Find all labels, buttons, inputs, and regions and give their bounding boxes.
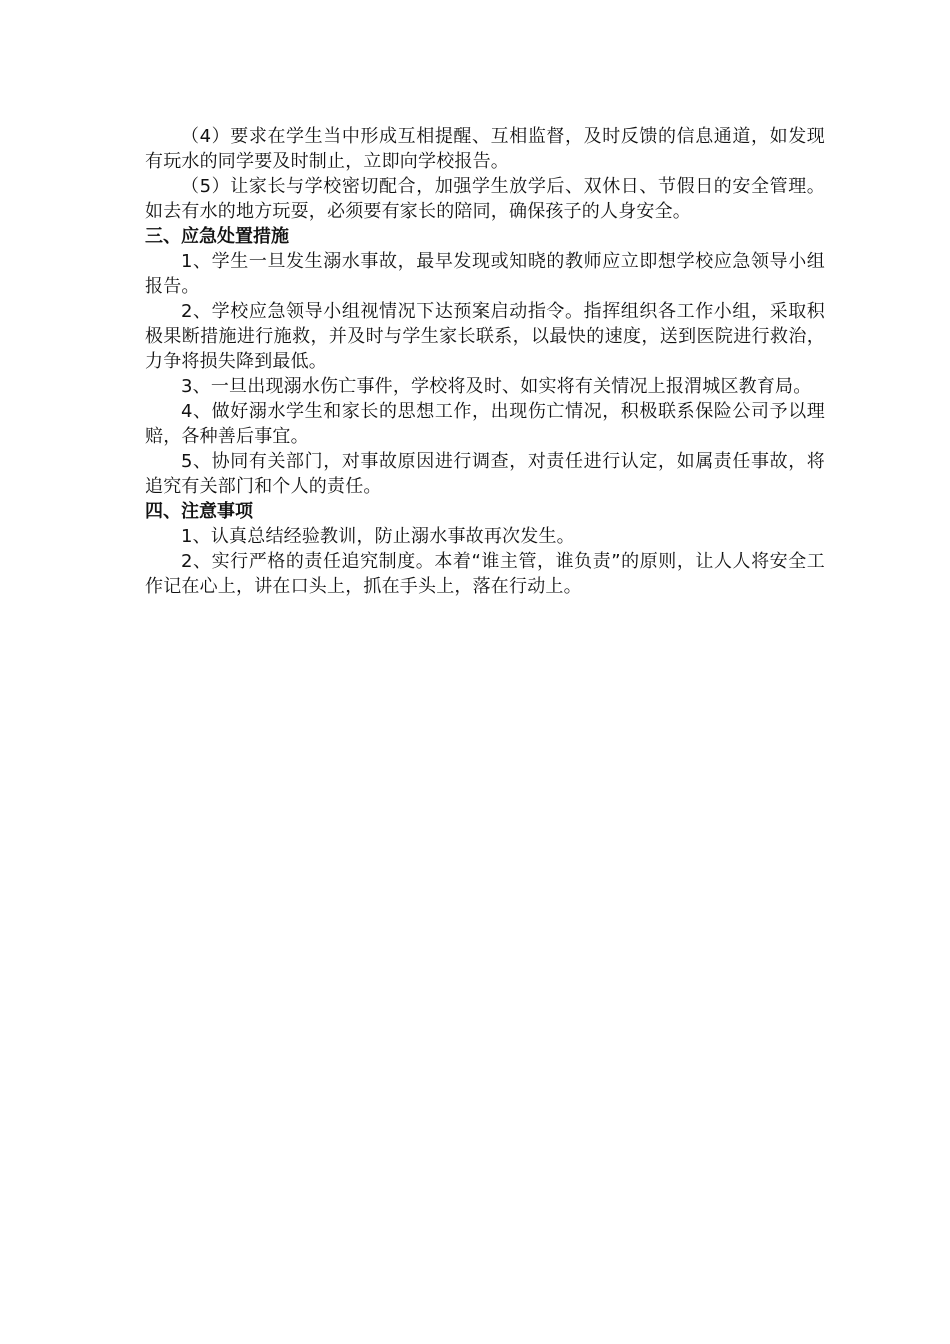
emergency-item-4: 4、做好溺水学生和家长的思想工作，出现伤亡情况，积极联系保险公司予以理赔，各种善后事宜。 bbox=[145, 401, 825, 447]
notes-item-2: 2、实行严格的责任追究制度。本着“谁主管，谁负责”的原则，让人人将安全工作记在心上，讲在口头上，抓在手头上，落在行动上。 bbox=[145, 551, 825, 597]
notes-item-1: 1、认真总结经验教训，防止溺水事故再次发生。 bbox=[181, 526, 575, 547]
emergency-item-1: 1、学生一旦发生溺水事故，最早发现或知晓的教师应立即想学校应急领导小组报告。 bbox=[145, 251, 825, 297]
emergency-item-5: 5、协同有关部门，对事故原因进行调查，对责任进行认定，如属责任事故，将追究有关部门和个人的责任。 bbox=[145, 451, 825, 497]
paragraph-item-5: （5）让家长与学校密切配合，加强学生放学后、双休日、节假日的安全管理。如去有水的地方玩耍，必须要有家长的陪同，确保孩子的人身安全。 bbox=[145, 176, 825, 222]
paragraph-item-4: （4）要求在学生当中形成互相提醒、互相监督，及时反馈的信息通道，如发现有玩水的同学要及时制止，立即向学校报告。 bbox=[145, 126, 825, 172]
document-page bbox=[145, 124, 825, 599]
emergency-item-2: 2、学校应急领导小组视情况下达预案启动指令。指挥组织各工作小组，采取积极果断措施进行施救，并及时与学生家长联系，以最快的速度，送到医院进行救治，力争将损失降到最低。 bbox=[145, 301, 825, 372]
section-heading-emergency-measures: 三、应急处置措施 bbox=[145, 226, 289, 247]
section-heading-notes: 四、注意事项 bbox=[145, 501, 253, 522]
emergency-item-3: 3、一旦出现溺水伤亡事件，学校将及时、如实将有关情况上报渭城区教育局。 bbox=[181, 376, 812, 397]
